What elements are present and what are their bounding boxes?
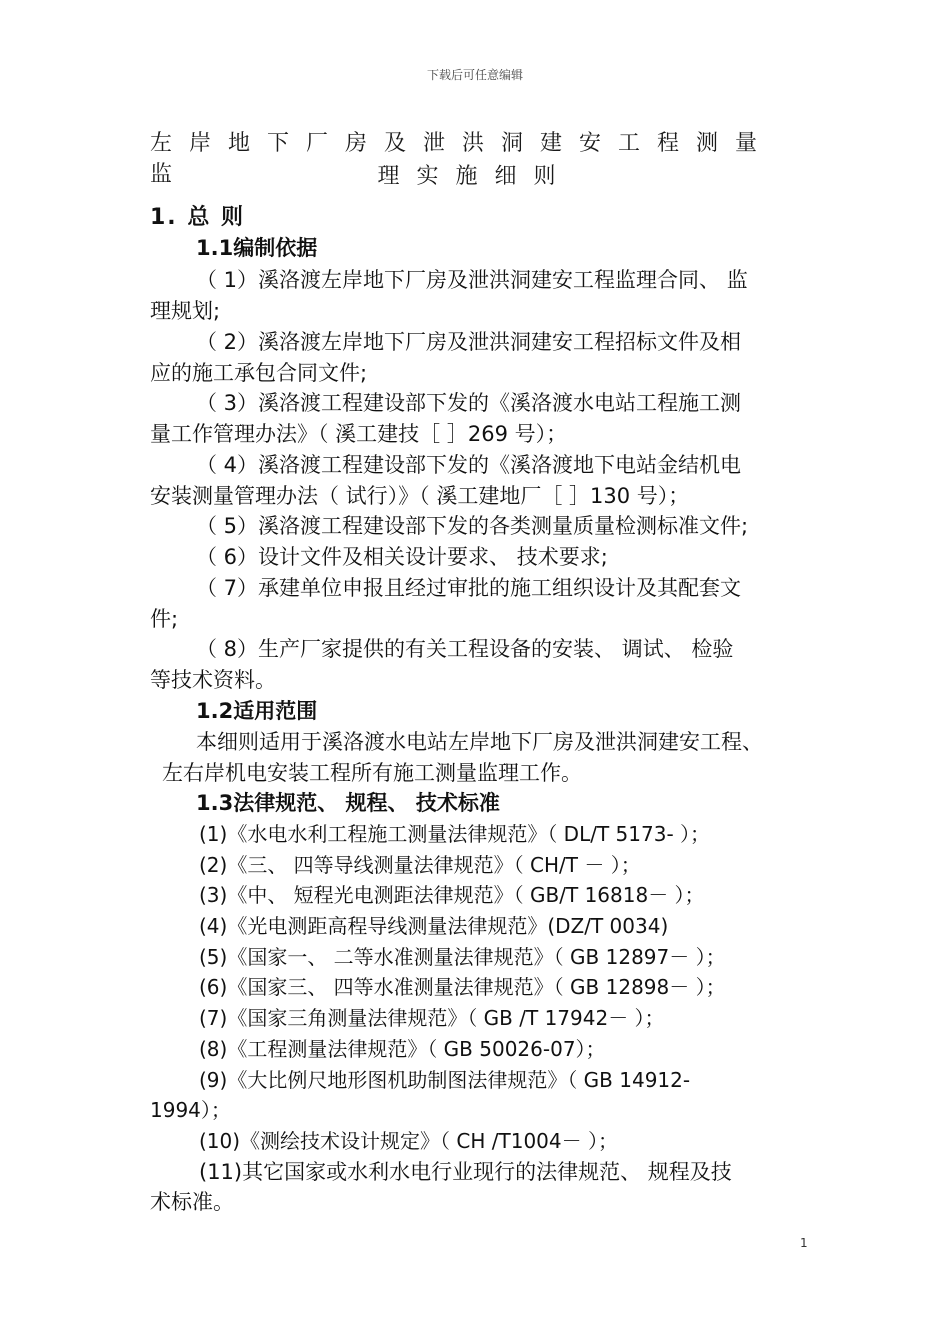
reference-item: (6)《国家三、 四等水准测量法律规范》（ GB 12898－ ）； [199, 975, 726, 999]
paragraph-line: （ 6）设计文件及相关设计要求、 技术要求; [196, 545, 608, 569]
paragraph-line: （ 1）溪洛渡左岸地下厂房及泄洪洞建安工程监理合同、 监 [196, 268, 748, 292]
paragraph-line: 左右岸机电安装工程所有施工测量监理工作。 [162, 761, 582, 785]
paragraph-line: （ 2）溪洛渡左岸地下厂房及泄洪洞建安工程招标文件及相 [196, 330, 742, 354]
paragraph-line: （ 5）溪洛渡工程建设部下发的各类测量质量检测标准文件; [196, 514, 749, 538]
paragraph-line: （ 3）溪洛渡工程建设部下发的《溪洛渡水电站工程施工测 [196, 391, 742, 415]
reference-item: (4)《光电测距高程导线测量法律规范》(DZ/T 0034) [199, 914, 669, 938]
page-number: 1 [800, 1236, 808, 1250]
paragraph-line: 理规划; [150, 299, 221, 323]
reference-item: (3)《中、 短程光电测距法律规范》（ GB/T 16818－ ）； [199, 883, 705, 907]
reference-item: (1)《水电水利工程施工测量法律规范》（ DL/T 5173- ）； [199, 822, 711, 846]
reference-item: (11)其它国家或水利水电行业现行的法律规范、 规程及技 [199, 1160, 732, 1184]
page-header: 下载后可任意编辑 [426, 68, 523, 82]
subsection-heading: 1.2适用范围 [196, 699, 318, 723]
subsection-heading: 1.3法律规范、 规程、 技术标准 [196, 791, 500, 815]
reference-item: (10)《测绘技术设计规定》（ CH /T1004－ ）； [199, 1129, 618, 1153]
document-title-line-1: 左岸地下厂房及泄洪洞建安工程测量监 [150, 131, 775, 187]
reference-item: (2)《三、 四等导线测量法律规范》（ CH/T － ）； [199, 853, 641, 877]
paragraph-line: 量工作管理办法》（ 溪工建技［ ］269 号）； [150, 422, 568, 446]
paragraph-line: 本细则适用于溪洛渡水电站左岸地下厂房及泄洪洞建安工程、 [196, 730, 763, 754]
paragraph-line: （ 4）溪洛渡工程建设部下发的《溪洛渡地下电站金结机电 [196, 453, 742, 477]
paragraph-line: 等技术资料。 [150, 668, 276, 692]
paragraph-line: （ 8）生产厂家提供的有关工程设备的安装、 调试、 检验 [196, 637, 734, 661]
paragraph-line: （ 7）承建单位申报且经过审批的施工组织设计及其配套文 [196, 576, 742, 600]
document-title-line-2: 理实施细则 [377, 164, 573, 189]
reference-item: (5)《国家一、 二等水准测量法律规范》（ GB 12897－ ）； [199, 945, 726, 969]
paragraph-line: 安装测量管理办法（ 试行）》（ 溪工建地厂［ ］130 号）； [150, 484, 690, 508]
paragraph-line: 件; [150, 607, 179, 631]
section-heading: 1. 总 则 [150, 205, 245, 230]
subsection-heading: 1.1编制依据 [196, 236, 318, 260]
reference-item: 术标准。 [150, 1190, 234, 1214]
reference-item: 1994）； [150, 1098, 231, 1122]
reference-item: (9)《大比例尺地形图机助制图法律规范》（ GB 14912- [199, 1068, 691, 1092]
reference-item: (7)《国家三角测量法律规范》（ GB /T 17942－ ）； [199, 1006, 665, 1030]
paragraph-line: 应的施工承包合同文件; [150, 361, 368, 385]
reference-item: (8)《工程测量法律规范》（ GB 50026-07）； [199, 1037, 606, 1061]
